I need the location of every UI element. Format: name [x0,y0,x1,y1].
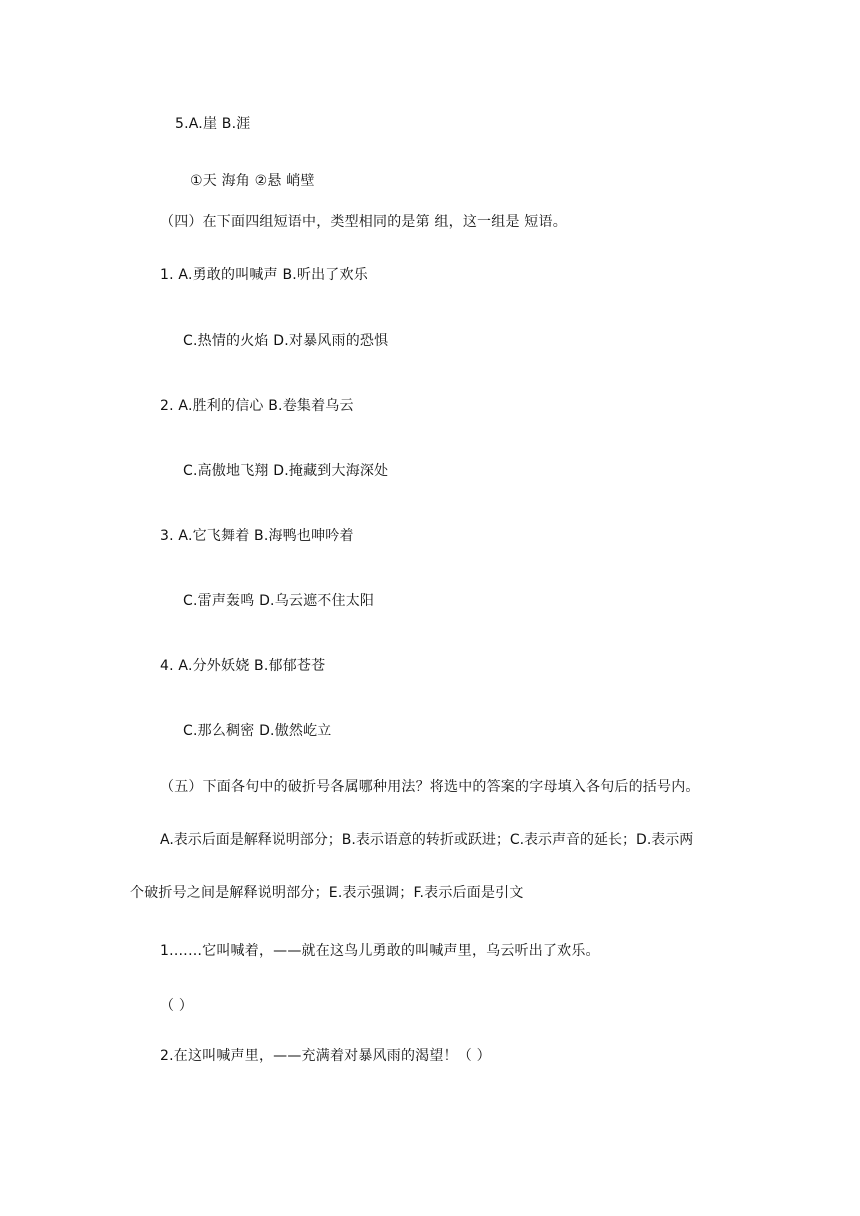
section-4-heading: （四）在下面四组短语中，类型相同的是第 组，这一组是 短语。 [160,214,567,230]
section-5-question-2: 2.在这叫喊声里，——充满着对暴风雨的渴望！（ ） [160,1048,491,1064]
group-1-options-cd: C.热情的火焰 D.对暴风雨的恐惧 [183,333,389,349]
group-2-options-cd: C.高傲地飞翔 D.掩藏到大海深处 [183,463,389,479]
section-5-heading: （五）下面各句中的破折号各属哪种用法？将选中的答案的字母填入各句后的括号内。 [160,779,700,795]
section-5-options-line-1: A.表示后面是解释说明部分；B.表示语意的转折或跃进；C.表示声音的延长；D.表示两 [160,832,694,848]
group-4-options-ab: 4. A.分外妖娆 B.郁郁苍苍 [160,658,326,674]
group-4-options-cd: C.那么稠密 D.傲然屹立 [183,723,332,739]
question-5-options: 5.A.崖 B.涯 [175,116,251,132]
group-1-options-ab: 1. A.勇敢的叫喊声 B.听出了欢乐 [160,267,368,283]
question-5-words: ①天 海角 ②悬 峭壁 [190,173,315,189]
group-3-options-ab: 3. A.它飞舞着 B.海鸭也呻吟着 [160,528,354,544]
section-5-question-1: 1.……它叫喊着，——就在这鸟儿勇敢的叫喊声里，乌云听出了欢乐。 [160,943,600,959]
section-5-question-1-bracket: （ ） [160,998,194,1014]
section-5-options-line-2: 个破折号之间是解释说明部分；E.表示强调；F.表示后面是引文 [130,885,524,901]
group-2-options-ab: 2. A.胜利的信心 B.卷集着乌云 [160,398,354,414]
group-3-options-cd: C.雷声轰鸣 D.乌云遮不住太阳 [183,593,375,609]
